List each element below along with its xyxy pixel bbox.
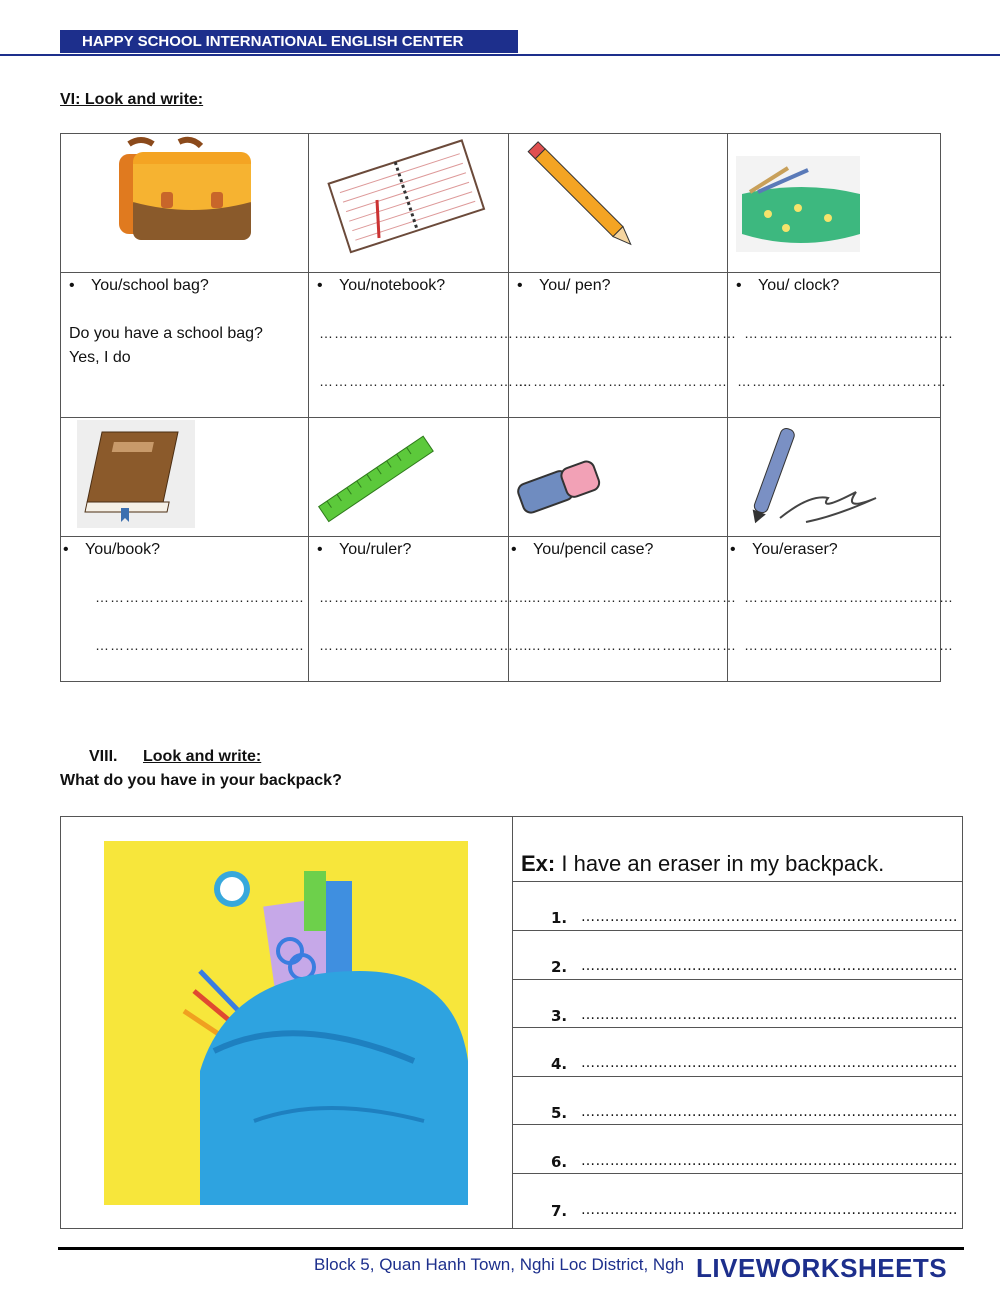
section6-table (60, 133, 954, 682)
question-cell (509, 537, 737, 682)
question-prompt: • You/ clock? (736, 277, 839, 295)
ruler-icon (309, 418, 508, 531)
row-divider (513, 979, 963, 980)
answer-blank[interactable]: …………………………………… (527, 589, 737, 605)
row-divider (513, 1076, 963, 1077)
row-divider (513, 1027, 963, 1028)
row-divider (513, 1124, 963, 1125)
answer-blank[interactable]: …………………………………… (95, 637, 305, 653)
pencil-case-icon (728, 134, 940, 267)
question-prompt: • You/book? (63, 541, 160, 559)
item-number: 4. (551, 1055, 568, 1073)
eraser-picture-cell (509, 418, 728, 537)
section8-number: VIII. (89, 748, 118, 765)
answer-blank[interactable]: …………………………………………………………………… (581, 958, 958, 974)
question-cell (509, 273, 737, 418)
section8-question: What do you have in your backpack? (60, 772, 342, 789)
answer-blank[interactable]: …………………………………… (737, 373, 947, 389)
question-cell (309, 537, 529, 682)
eraser-icon (509, 418, 727, 531)
pen-picture-cell (728, 418, 941, 537)
box-divider (512, 817, 513, 1228)
question-prompt: • You/ruler? (317, 541, 411, 559)
example-question: Do you have a school bag? (69, 325, 263, 342)
footer-address: Block 5, Quan Hanh Town, Nghi Loc District, Ngh (314, 1255, 685, 1274)
question-prompt: • You/eraser? (730, 541, 838, 559)
answer-blank[interactable]: …………………………………………………………………… (581, 1104, 958, 1120)
answer-blank[interactable]: …………………………………………………………………… (581, 1055, 958, 1071)
header-bar (60, 30, 518, 53)
answer-blank[interactable]: …………………………………… (744, 637, 954, 653)
row-divider (513, 881, 963, 882)
answer-blank[interactable]: …………………………………… (527, 637, 737, 653)
book-picture-cell (61, 418, 309, 537)
question-prompt: • You/pencil case? (511, 541, 653, 559)
answer-blank[interactable]: …………………………………………………………………… (581, 1007, 958, 1023)
pencil-icon (509, 134, 727, 267)
book-icon (61, 418, 308, 531)
answer-blank[interactable]: …………………………………… (319, 373, 529, 389)
question-cell (728, 273, 954, 418)
example-label: Ex: (521, 851, 556, 876)
ruler-picture-cell (309, 418, 509, 537)
answer-blank[interactable]: …………………………………… (319, 589, 529, 605)
answer-blank[interactable]: …………………………………… (518, 373, 728, 389)
answer-blank[interactable]: …………………………………… (527, 325, 737, 341)
notebook-picture-cell (309, 134, 509, 273)
item-number: 6. (551, 1153, 568, 1171)
question-cell (61, 273, 309, 418)
pencil-case-picture-cell (728, 134, 941, 273)
question-cell (309, 273, 529, 418)
school-bag-picture-cell (61, 134, 309, 273)
answer-blank[interactable]: …………………………………… (319, 637, 529, 653)
item-number: 3. (551, 1007, 568, 1025)
section8-title: Look and write: (143, 748, 262, 765)
example-answer: Yes, I do (69, 349, 131, 366)
answer-blank[interactable]: …………………………………… (319, 325, 529, 341)
pen-icon (728, 418, 940, 531)
notebook-icon (309, 134, 508, 267)
question-prompt: • You/ pen? (517, 277, 610, 295)
answer-blank[interactable]: …………………………………… (744, 325, 954, 341)
item-number: 2. (551, 958, 568, 976)
example-sentence (521, 851, 884, 877)
answer-blank[interactable]: …………………………………………………………………… (581, 1202, 958, 1218)
row-divider (513, 1173, 963, 1174)
liveworksheets-watermark: LIVEWORKSHEETS (696, 1253, 948, 1283)
question-prompt: • You/school bag? (69, 277, 209, 295)
school-name: HAPPY SCHOOL INTERNATIONAL ENGLISH CENTER (82, 33, 464, 50)
example-text: I have an eraser in my backpack. (555, 851, 885, 876)
answer-blank[interactable]: …………………………………… (95, 589, 305, 605)
footer-line (58, 1247, 964, 1250)
row-divider (513, 930, 963, 931)
question-cell (61, 537, 309, 682)
pencil-picture-cell (509, 134, 728, 273)
answer-blank[interactable]: …………………………………………………………………… (581, 1153, 958, 1169)
item-number: 1. (551, 909, 568, 927)
backpack-photo (104, 841, 468, 1205)
question-cell (728, 537, 954, 682)
item-number: 7. (551, 1202, 568, 1220)
header-line (0, 54, 1000, 56)
answer-blank[interactable]: …………………………………………………………………… (581, 909, 958, 925)
section6-title: VI: Look and write: (60, 91, 204, 108)
backpack-exercise-box (60, 816, 963, 1229)
school-bag-icon (61, 134, 308, 267)
question-prompt: • You/notebook? (317, 277, 445, 295)
item-number: 5. (551, 1104, 568, 1122)
answer-blank[interactable]: …………………………………… (744, 589, 954, 605)
